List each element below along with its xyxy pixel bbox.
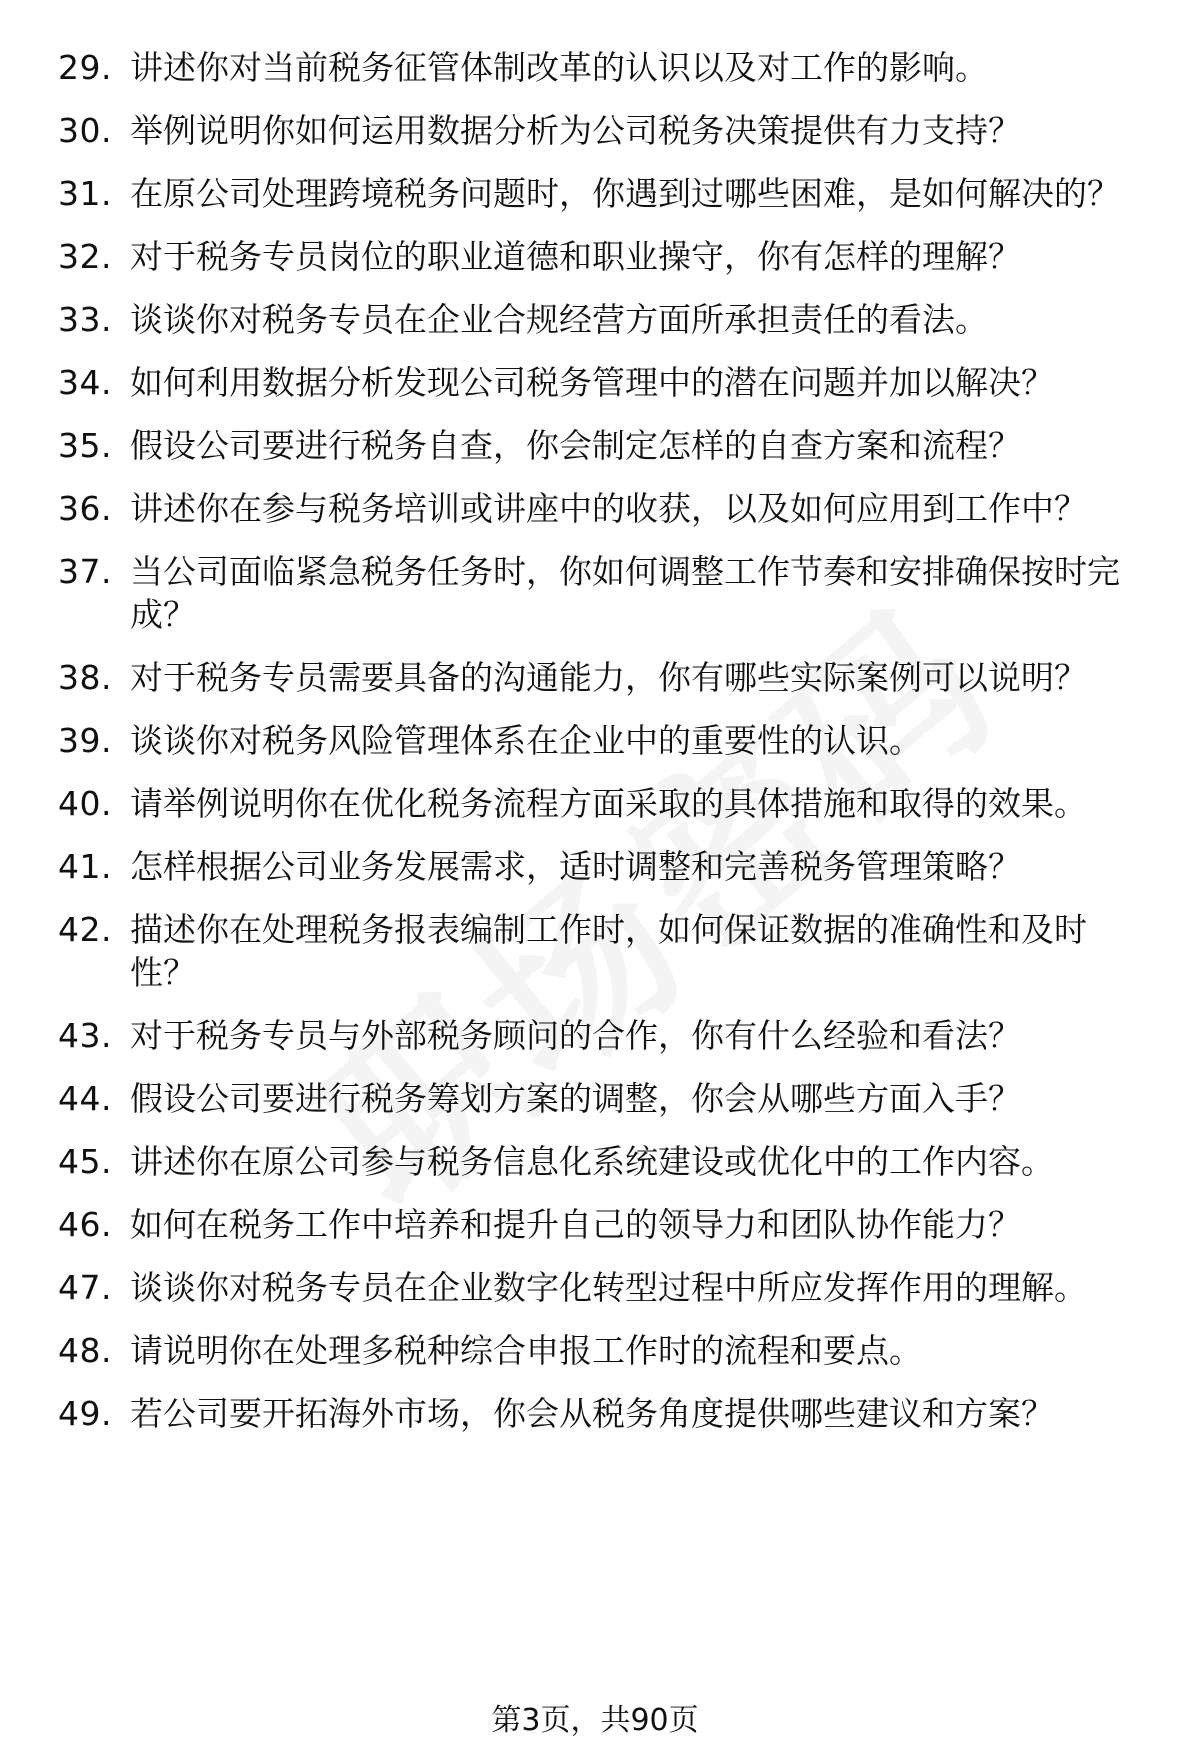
- question-item: [58, 361, 1148, 404]
- question-text: 假设公司要进行税务筹划方案的调整，你会从哪些方面入手？: [130, 1079, 1021, 1118]
- question-text: 谈谈你对税务风险管理体系在企业中的重要性的认识。: [130, 721, 922, 760]
- question-item: [58, 1392, 1148, 1435]
- question-text: 谈谈你对税务专员在企业数字化转型过程中所应发挥作用的理解。: [130, 1268, 1087, 1307]
- question-number: 48.: [58, 1331, 112, 1370]
- question-item: [58, 1077, 1148, 1120]
- question-text: 请说明你在处理多税种综合申报工作时的流程和要点。: [130, 1331, 922, 1370]
- question-number: 38.: [58, 658, 112, 697]
- question-item: [58, 908, 1148, 994]
- question-number: 39.: [58, 721, 112, 760]
- question-item: [58, 298, 1148, 341]
- question-text: 讲述你对当前税务征管体制改革的认识以及对工作的影响。: [130, 48, 988, 87]
- question-number: 31.: [58, 174, 112, 213]
- question-text: 对于税务专员岗位的职业道德和职业操守，你有怎样的理解？: [130, 237, 1021, 276]
- question-text: 假设公司要进行税务自查，你会制定怎样的自查方案和流程？: [130, 426, 1021, 465]
- question-number: 47.: [58, 1268, 112, 1307]
- question-number: 45.: [58, 1142, 112, 1181]
- question-list: [58, 46, 1148, 1455]
- question-text: 当公司面临紧急税务任务时，你如何调整工作节奏和安排确保按时完成？: [130, 552, 1120, 634]
- question-number: 37.: [58, 552, 112, 591]
- question-item: [58, 719, 1148, 762]
- question-number: 43.: [58, 1016, 112, 1055]
- page-number: 第3页，共90页: [491, 1703, 699, 1738]
- question-text: 若公司要开拓海外市场，你会从税务角度提供哪些建议和方案？: [130, 1394, 1054, 1433]
- question-item: [58, 424, 1148, 467]
- question-text: 描述你在处理税务报表编制工作时，如何保证数据的准确性和及时性？: [130, 910, 1087, 992]
- question-number: 46.: [58, 1205, 112, 1244]
- question-number: 29.: [58, 48, 112, 87]
- question-item: [58, 845, 1148, 888]
- question-text: 在原公司处理跨境税务问题时，你遇到过哪些困难，是如何解决的？: [130, 174, 1120, 213]
- question-item: [58, 1329, 1148, 1372]
- question-item: [58, 1014, 1148, 1057]
- question-item: [58, 550, 1148, 636]
- question-number: 34.: [58, 363, 112, 402]
- question-item: [58, 1266, 1148, 1309]
- question-text: 对于税务专员需要具备的沟通能力，你有哪些实际案例可以说明？: [130, 658, 1087, 697]
- question-item: [58, 1203, 1148, 1246]
- question-number: 42.: [58, 910, 112, 949]
- question-number: 30.: [58, 111, 112, 150]
- question-item: [58, 1140, 1148, 1183]
- question-item: [58, 109, 1148, 152]
- question-text: 讲述你在原公司参与税务信息化系统建设或优化中的工作内容。: [130, 1142, 1054, 1181]
- question-number: 44.: [58, 1079, 112, 1118]
- question-item: [58, 235, 1148, 278]
- question-text: 谈谈你对税务专员在企业合规经营方面所承担责任的看法。: [130, 300, 988, 339]
- question-item: [58, 782, 1148, 825]
- question-number: 35.: [58, 426, 112, 465]
- question-text: 举例说明你如何运用数据分析为公司税务决策提供有力支持？: [130, 111, 1021, 150]
- question-text: 如何利用数据分析发现公司税务管理中的潜在问题并加以解决？: [130, 363, 1054, 402]
- question-item: [58, 46, 1148, 89]
- question-item: [58, 656, 1148, 699]
- question-text: 讲述你在参与税务培训或讲座中的收获，以及如何应用到工作中？: [130, 489, 1087, 528]
- question-number: 49.: [58, 1394, 112, 1433]
- question-number: 40.: [58, 784, 112, 823]
- question-number: 33.: [58, 300, 112, 339]
- question-item: [58, 487, 1148, 530]
- question-item: [58, 172, 1148, 215]
- question-text: 怎样根据公司业务发展需求，适时调整和完善税务管理策略？: [130, 847, 1021, 886]
- question-number: 41.: [58, 847, 112, 886]
- question-number: 32.: [58, 237, 112, 276]
- question-text: 对于税务专员与外部税务顾问的合作，你有什么经验和看法？: [130, 1016, 1021, 1055]
- question-text: 请举例说明你在优化税务流程方面采取的具体措施和取得的效果。: [130, 784, 1087, 823]
- question-number: 36.: [58, 489, 112, 528]
- question-text: 如何在税务工作中培养和提升自己的领导力和团队协作能力？: [130, 1205, 1021, 1244]
